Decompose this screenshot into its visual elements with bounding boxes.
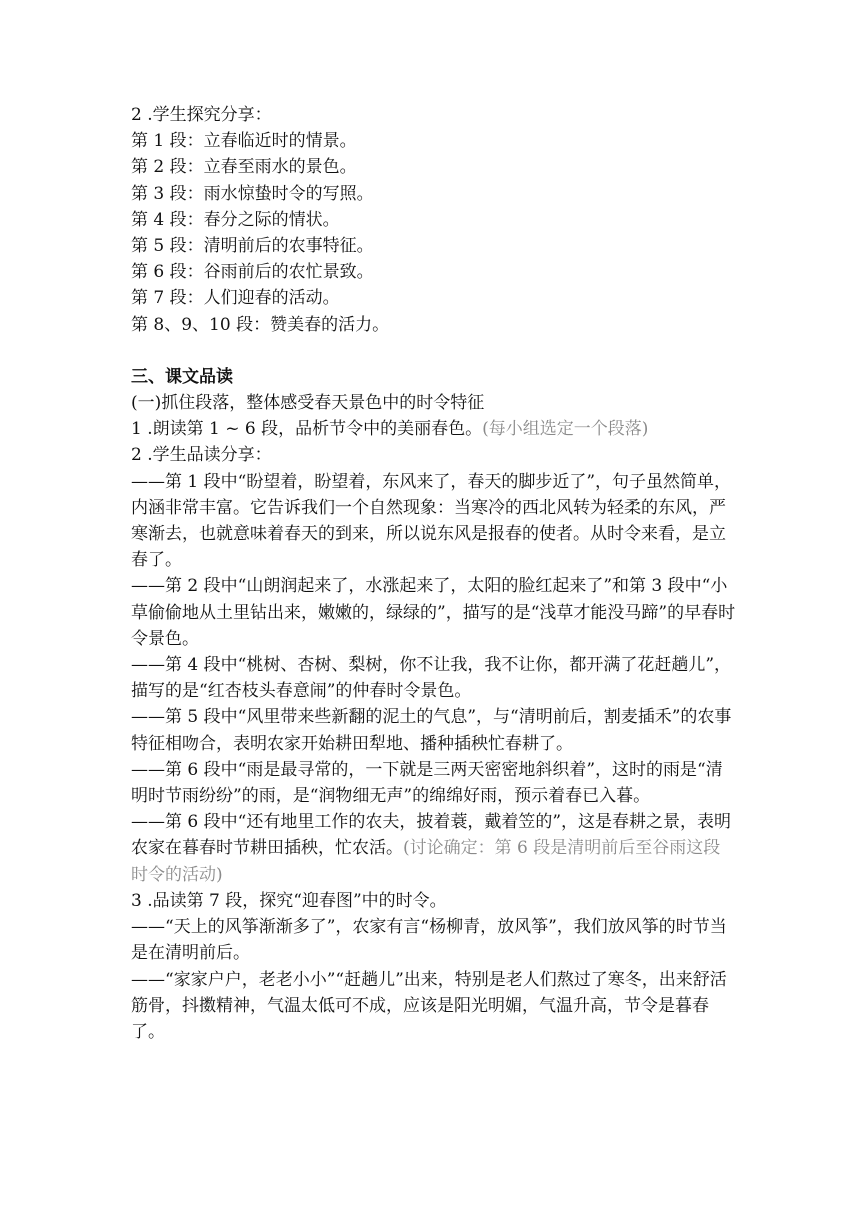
analysis-note: (讨论确定：第 6 段是清明前后至谷雨这段时令的活动) — [131, 838, 721, 885]
list-item: 第 7 段：人们迎春的活动。 — [131, 288, 340, 309]
step-1-text: 1 .朗读第 1 ~ 6 段，品析节令中的美丽春色。 — [131, 419, 483, 440]
analysis-paragraph — [131, 809, 736, 888]
list-item: 第 3 段：雨水惊蛰时令的写照。 — [131, 183, 374, 204]
analysis-paragraph: ——第 4 段中“桃树、杏树、梨树，你不让我，我不让你，都开满了花赶趟儿”，描写的是“红杏枝头春意闹”的仲春时令景色。 — [131, 655, 732, 702]
step-1-note: (每小组选定一个段落) — [482, 419, 649, 440]
analysis-text: ——第 6 段中“还有地里工作的农夫，披着蓑，戴着笠的”，这是春耕之景，表明农家在暮春时节耕田插秧，忙农活。 — [131, 812, 732, 859]
analysis-paragraph: ——第 1 段中“盼望着，盼望着，东风来了，春天的脚步近了”，句子虽然简单，内涵非常丰富。它告诉我们一个自然现象：当寒冷的西北风转为轻柔的东风，严寒渐去，也就意味着春天的到来，所以说东风是报春的使者。从时令来看，是立春了。 — [131, 471, 732, 571]
list-item: 第 6 段：谷雨前后的农忙景致。 — [131, 262, 374, 283]
step-1 — [131, 416, 736, 442]
analysis-paragraph: ——“家家户户，老老小小”“赶趟儿”出来，特别是老人们熬过了寒冬，出来舒活筋骨，抖擞精神，气温太低可不成，应该是阳光明媚，气温升高，节令是暮春了。 — [131, 969, 727, 1042]
analysis-paragraph: ——第 6 段中“雨是最寻常的，一下就是三两天密密地斜织着”，这时的雨是“清明时节雨纷纷”的雨，是“润物细无声”的绵绵好雨，预示着春已入暮。 — [131, 759, 723, 807]
list-item: 第 5 段：清明前后的农事特征。 — [131, 236, 374, 257]
list-item: 第 4 段：春分之际的情状。 — [131, 209, 340, 230]
blank-line — [131, 338, 736, 364]
analysis-paragraph: ——“天上的风筝渐渐多了”，农家有言“杨柳青，放风筝”，我们放风筝的时节当是在清明前后。 — [131, 917, 727, 964]
analysis-paragraph: ——第 5 段中“风里带来些新翻的泥土的气息”，与“清明前后，割麦插禾”的农事特征相吻合，表明农家开始耕田犁地、播种插秧忙春耕了。 — [131, 707, 732, 754]
list-intro: 2 .学生探究分享： — [131, 105, 272, 125]
list-item: 第 8、9、10 段：赞美春的活力。 — [131, 314, 390, 335]
analysis-paragraph: ——第 2 段中“山朗润起来了，水涨起来了，太阳的脸红起来了”和第 3 段中“小草偷偷地从土里钻出来，嫩嫩的，绿绿的”，描写的是“浅草才能没马蹄”的早春时令景色。 — [131, 576, 736, 649]
step-2-label: 2 .学生品读分享： — [131, 445, 272, 466]
section-heading: 三、课文品读 — [131, 366, 233, 387]
list-item: 第 1 段：立春临近时的情景。 — [131, 131, 357, 152]
list-item: 第 2 段：立春至雨水的景色。 — [131, 157, 357, 178]
document-body — [131, 102, 736, 1045]
subsection-heading: (一)抓住段落，整体感受春天景色中的时令特征 — [131, 393, 485, 414]
step-3-label: 3 .品读第 7 段，探究“迎春图”中的时令。 — [131, 890, 447, 911]
